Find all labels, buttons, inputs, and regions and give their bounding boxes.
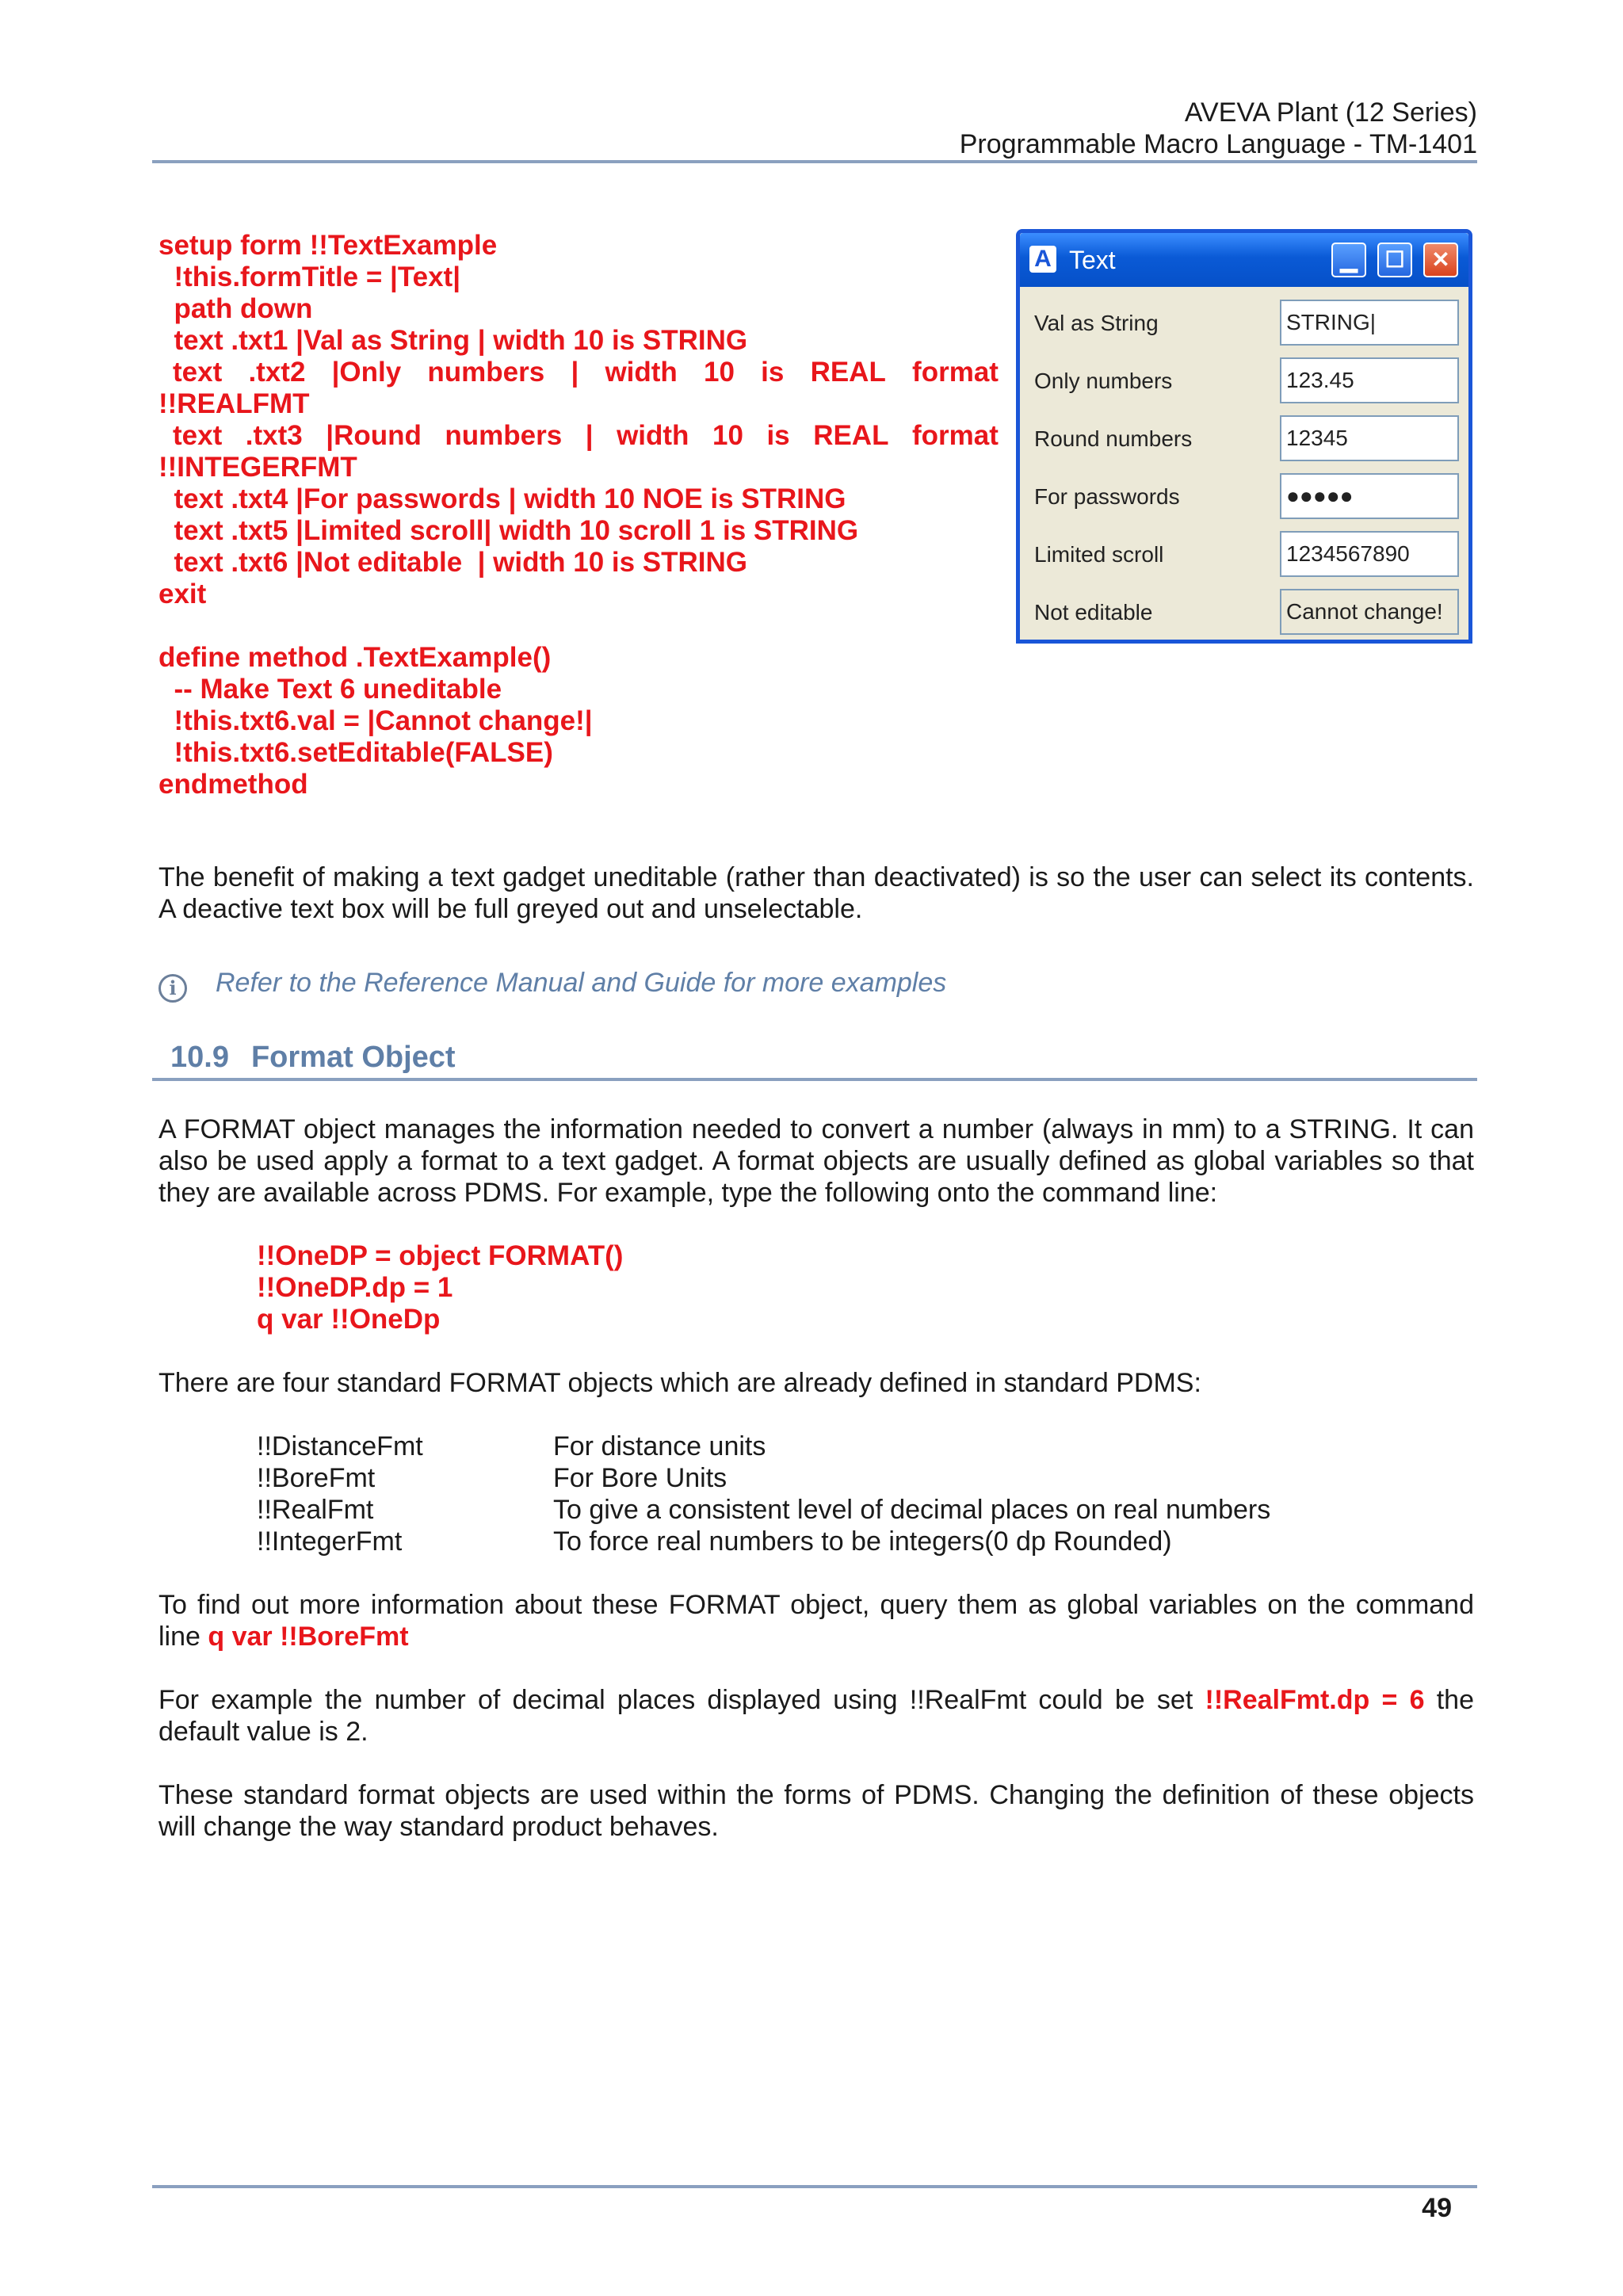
format-desc: To force real numbers to be integers(0 dp Rounded): [553, 1526, 1172, 1557]
code-line: !this.formTitle = |Text|: [158, 262, 460, 292]
example-code-line: !!OneDP = object FORMAT(): [257, 1240, 624, 1271]
code-line-justified: text .txt2 |Only numbers | width 10 is REAL format: [173, 357, 999, 388]
code-line: path down: [158, 293, 313, 324]
format-name: !!RealFmt: [257, 1495, 374, 1525]
code-line: !this.txt6.setEditable(FALSE): [158, 737, 553, 768]
form-row: [1034, 589, 1462, 635]
code-line: endmethod: [158, 769, 308, 800]
code-line: !!INTEGERFMT: [158, 452, 357, 483]
dialog-title: Text: [1069, 246, 1116, 274]
aveva-a-icon: A: [1029, 246, 1056, 273]
format-name: !!BoreFmt: [257, 1463, 376, 1493]
reference-note: [158, 967, 946, 1003]
code-line: text .txt5 |Limited scroll| width 10 scroll 1 is STRING: [158, 515, 859, 546]
format-name: !!DistanceFmt: [257, 1431, 423, 1461]
format-desc: For Bore Units: [553, 1463, 727, 1493]
code-line: text .txt4 |For passwords | width 10 NOE is STRING: [158, 483, 846, 514]
example-code-line: !!OneDP.dp = 1: [257, 1272, 453, 1303]
body-paragraph: The benefit of making a text gadget uneditable (rather than deactivated) is so the user can select its contents. A deactive text box will be full greyed out and unselectable.: [158, 862, 1474, 924]
dialog-titlebar[interactable]: [1020, 233, 1468, 287]
example-code-line: q var !!OneDp: [257, 1304, 441, 1335]
form-row: [1034, 473, 1462, 519]
section-number: 10.9: [170, 1041, 229, 1074]
info-icon: i: [158, 974, 187, 1003]
body-paragraph: To find out more information about these FORMAT object, query them as global variables on the command line q var !!BoreFmt: [158, 1590, 1474, 1652]
maximize-button[interactable]: ☐: [1377, 243, 1412, 277]
field-label: For passwords: [1034, 484, 1180, 509]
header-product: AVEVA Plant (12 Series): [1184, 97, 1477, 128]
page-number: 49: [1422, 2193, 1452, 2223]
field-label: Val as String: [1034, 311, 1159, 335]
body-paragraph: For example the number of decimal places displayed using !!RealFmt could be set !!RealFmt.dp = 6 the default value is 2.: [158, 1685, 1474, 1747]
code-line: !!REALFMT: [158, 388, 310, 419]
text-example-dialog: [1016, 229, 1472, 644]
password-input[interactable]: ●●●●●: [1280, 473, 1459, 519]
format-name: !!IntegerFmt: [257, 1526, 403, 1557]
field-label: Round numbers: [1034, 426, 1193, 451]
form-row: [1034, 300, 1462, 346]
field-label: Only numbers: [1034, 369, 1173, 393]
format-desc: To give a consistent level of decimal places on real numbers: [553, 1495, 1271, 1525]
body-paragraph: These standard format objects are used within the forms of PDMS. Changing the definition of these objects will change the way standard product behaves.: [158, 1780, 1474, 1842]
form-row: [1034, 531, 1462, 577]
body-paragraph: There are four standard FORMAT objects which are already defined in standard PDMS:: [158, 1368, 1201, 1398]
limited-scroll-input[interactable]: 1234567890: [1280, 531, 1459, 577]
form-row: [1034, 415, 1462, 461]
code-line: text .txt6 |Not editable | width 10 is STRING: [158, 547, 748, 578]
code-line-justified: text .txt3 |Round numbers | width 10 is REAL format: [173, 420, 999, 451]
not-editable-input[interactable]: Cannot change!: [1280, 589, 1459, 635]
val-as-string-input[interactable]: STRING|: [1280, 300, 1459, 346]
body-paragraph: A FORMAT object manages the information needed to convert a number (always in mm) to a STRING. It can also be used apply a format to a text gadget. A format objects are usually defined as global variables so that they are available across PDMS. For example, type the following onto the command line:: [158, 1114, 1474, 1208]
inline-code: !!RealFmt.dp = 6: [1205, 1685, 1425, 1715]
format-desc: For distance units: [553, 1431, 766, 1461]
header-rule: [152, 160, 1477, 163]
round-numbers-input[interactable]: 12345: [1280, 415, 1459, 461]
footer-rule: [152, 2185, 1477, 2188]
section-heading: [170, 1040, 456, 1075]
field-label: Limited scroll: [1034, 542, 1164, 567]
code-line: -- Make Text 6 uneditable: [158, 674, 502, 705]
inline-code: q var !!BoreFmt: [208, 1622, 409, 1652]
field-label: Not editable: [1034, 600, 1153, 625]
code-line: text .txt1 |Val as String | width 10 is STRING: [158, 325, 748, 356]
section-rule: [152, 1078, 1477, 1081]
header-course: Programmable Macro Language - TM-1401: [959, 129, 1477, 159]
close-button[interactable]: ✕: [1423, 243, 1458, 277]
code-line: setup form !!TextExample: [158, 230, 498, 261]
form-row: [1034, 357, 1462, 403]
code-line: exit: [158, 579, 207, 609]
section-title: Format Object: [250, 1041, 456, 1074]
minimize-button[interactable]: ▁: [1331, 243, 1366, 277]
code-line: !this.txt6.val = |Cannot change!|: [158, 705, 593, 736]
note-text: Refer to the Reference Manual and Guide for more examples: [216, 968, 947, 998]
code-line: define method .TextExample(): [158, 642, 552, 673]
only-numbers-input[interactable]: 123.45: [1280, 357, 1459, 403]
